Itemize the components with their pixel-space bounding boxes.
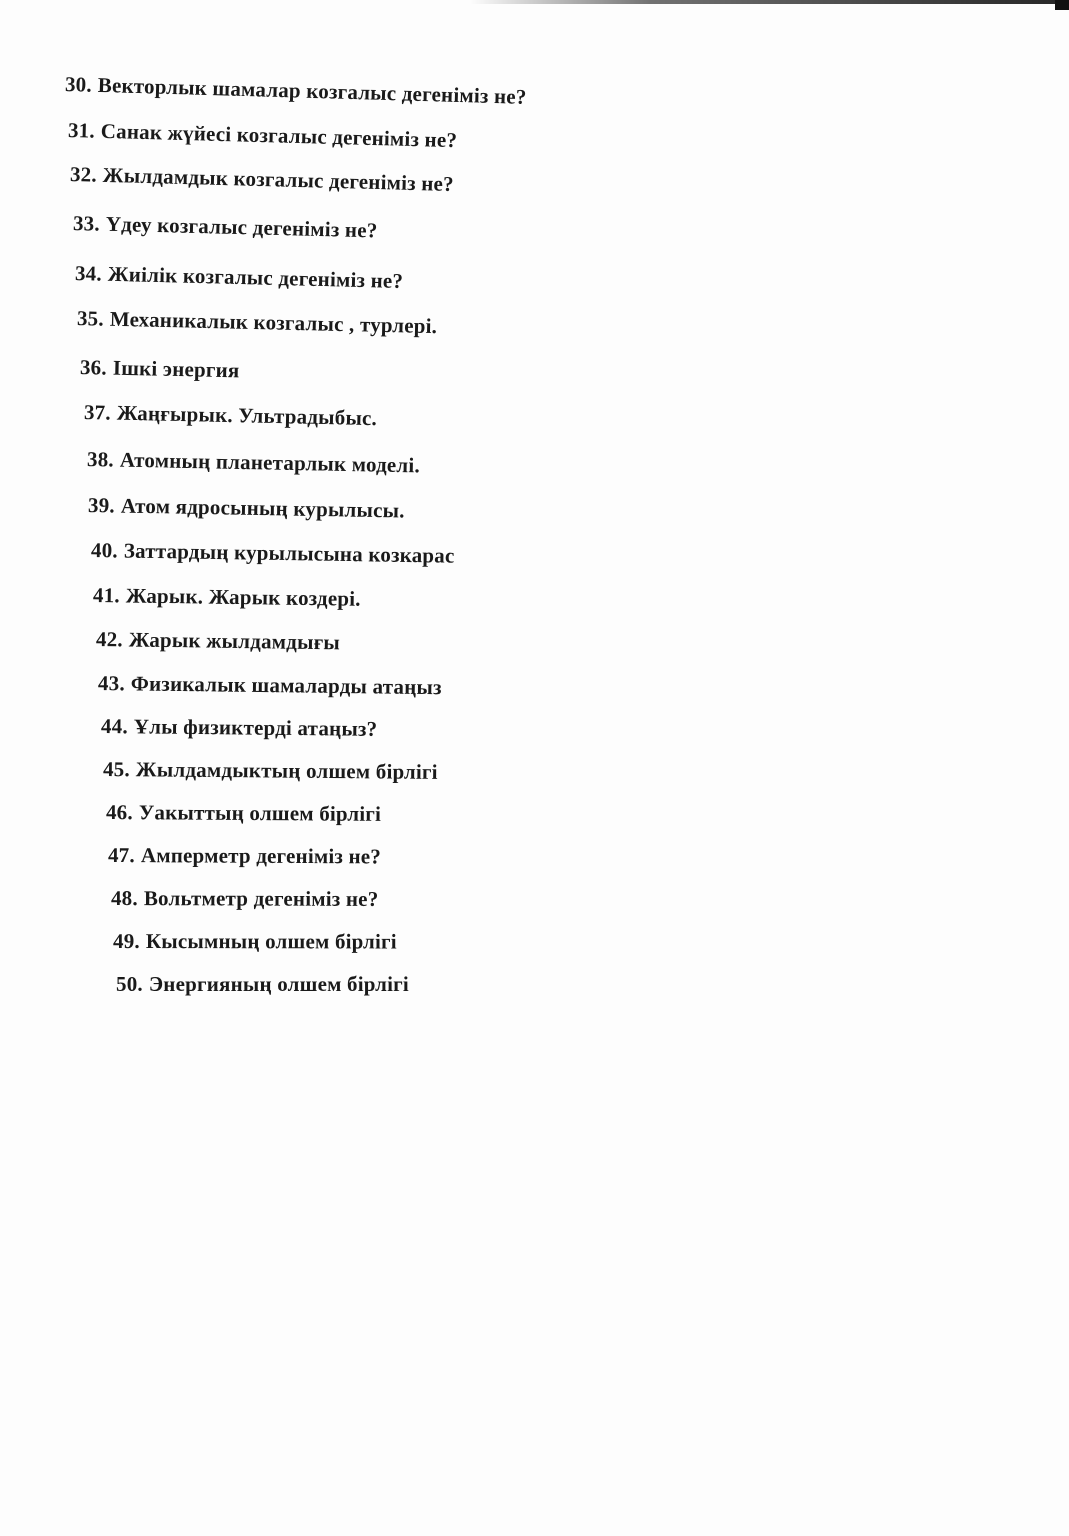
question-47 bbox=[108, 843, 381, 869]
scan-top-edge-shadow bbox=[470, 0, 1069, 4]
question-text: Заттардың курылысына козкарас bbox=[123, 538, 455, 568]
question-text: Кысымның олшем бірлігі bbox=[145, 929, 397, 954]
question-number: 36. bbox=[79, 355, 108, 380]
question-text: Жарык жылдамдығы bbox=[128, 627, 341, 655]
question-34 bbox=[75, 261, 404, 294]
question-45 bbox=[103, 757, 438, 785]
question-43 bbox=[98, 671, 442, 700]
question-number: 48. bbox=[110, 886, 138, 911]
question-number: 38. bbox=[86, 447, 115, 472]
question-text: Ұлы физиктерді атаңыз? bbox=[133, 714, 378, 741]
question-36 bbox=[80, 355, 240, 383]
question-number: 35. bbox=[76, 306, 105, 331]
question-text: Жылдамдык козгалыс дегеніміз не? bbox=[102, 162, 455, 197]
question-text: Атом ядросының курылысы. bbox=[120, 493, 405, 523]
question-number: 45. bbox=[102, 757, 130, 782]
question-number: 46. bbox=[105, 800, 133, 825]
question-text: Амперметр дегеніміз не? bbox=[140, 843, 382, 869]
question-number: 30. bbox=[64, 72, 93, 97]
question-number: 50. bbox=[116, 972, 143, 996]
question-text: Уакыттың олшем бірлігі bbox=[138, 800, 382, 826]
question-text: Атомның планетарлык моделі. bbox=[119, 447, 421, 478]
question-text: Механикалык козгалыс , турлері. bbox=[109, 306, 438, 339]
question-text: Жаңғырык. Ультрадыбыс. bbox=[116, 400, 378, 431]
question-30 bbox=[65, 72, 527, 110]
question-44 bbox=[101, 714, 378, 742]
question-50 bbox=[116, 972, 409, 997]
question-number: 32. bbox=[69, 162, 98, 187]
question-number: 33. bbox=[72, 211, 101, 236]
question-text: Физикалык шамаларды атаңыз bbox=[130, 671, 442, 700]
question-31 bbox=[68, 118, 458, 153]
question-48 bbox=[111, 886, 379, 912]
question-49 bbox=[113, 929, 397, 954]
question-number: 40. bbox=[90, 538, 119, 563]
question-number: 49. bbox=[112, 929, 140, 954]
question-number: 47. bbox=[107, 843, 135, 868]
question-text: Жылдамдыктың олшем бірлігі bbox=[135, 757, 438, 784]
question-text: Вольтметр дегеніміз не? bbox=[143, 886, 379, 911]
question-33 bbox=[73, 211, 378, 243]
question-35 bbox=[77, 306, 438, 339]
question-number: 41. bbox=[92, 583, 121, 608]
question-text: Ішкі энергия bbox=[112, 355, 240, 383]
question-number: 43. bbox=[97, 671, 126, 696]
question-38 bbox=[87, 447, 420, 478]
question-text: Жарык. Жарык коздері. bbox=[125, 583, 361, 611]
question-text: Санак жүйесі козгалыс дегеніміз не? bbox=[100, 118, 458, 153]
question-text: Векторлык шамалар козгалыс дегеніміз не? bbox=[97, 72, 527, 109]
question-number: 44. bbox=[100, 714, 128, 739]
question-number: 42. bbox=[95, 627, 124, 652]
question-number: 37. bbox=[83, 400, 112, 425]
question-text: Энергияның олшем бірлігі bbox=[148, 972, 409, 996]
question-text: Жиілік козгалыс дегеніміз не? bbox=[107, 261, 404, 294]
question-number: 34. bbox=[74, 261, 103, 286]
question-32 bbox=[70, 162, 454, 197]
question-text: Үдеу козгалыс дегеніміз не? bbox=[105, 211, 378, 243]
question-40 bbox=[91, 538, 455, 569]
question-number: 39. bbox=[87, 493, 116, 518]
question-39 bbox=[88, 493, 405, 524]
question-37 bbox=[84, 400, 378, 431]
question-42 bbox=[96, 627, 340, 655]
scan-corner-mark bbox=[1055, 0, 1069, 10]
question-46 bbox=[106, 800, 381, 827]
question-41 bbox=[93, 583, 361, 612]
question-number: 31. bbox=[67, 118, 96, 143]
